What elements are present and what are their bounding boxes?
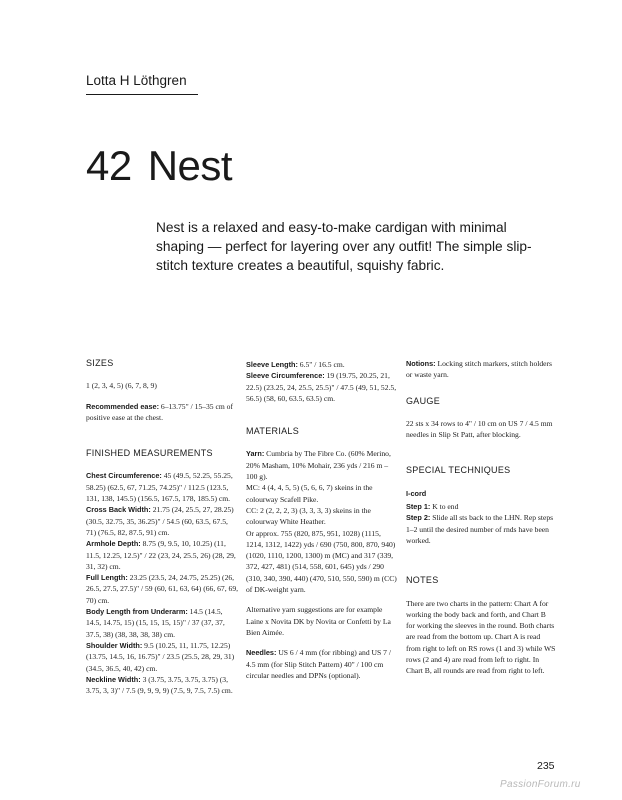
author-underline	[86, 94, 198, 95]
measurement-value: 19 (19.75, 20.25, 21, 22.5) (23.25, 24, 25.5, 25.5)" / 47.5 (49, 51, 52.5, 56.5) (58, 60, 63.5, 63.5) cm.	[246, 371, 397, 403]
yarn-value: Cumbria by The Fibre Co. (60% Merino, 20% Masham, 10% Mohair, 236 yds / 216 m – 100 g).	[246, 449, 391, 482]
needles-label: Needles:	[246, 648, 277, 658]
measurement-label: Sleeve Circumference:	[246, 371, 325, 381]
measurement-label: Shoulder Width:	[86, 640, 143, 650]
pattern-title	[86, 142, 232, 190]
intro-paragraph: Nest is a relaxed and easy-to-make cardigan with minimal shaping — perfect for layering over any outfit! The simple slip-stitch texture creates a beautiful, squishy fabric.	[156, 220, 532, 273]
icord-step-1	[406, 501, 556, 512]
special-techniques-heading: SPECIAL TECHNIQUES	[406, 465, 511, 476]
measurement-value: 6.5" / 16.5 cm.	[297, 360, 345, 369]
step-1-label: Step 1:	[406, 502, 431, 512]
recommended-ease	[86, 401, 238, 424]
measurement-value: 21.75 (24, 25.5, 27, 28.25) (30.5, 32.75, 35, 36.25)" / 54.5 (60, 63.5, 67.5, 71) (76.5, 82, 87.5, 91) cm.	[86, 505, 234, 537]
measurement-armhole	[86, 538, 238, 572]
ease-label: Recommended ease:	[86, 401, 159, 411]
step-2-value: Slide all sts back to the LHN. Rep steps 1–2 until the desired number of rnds have been worked.	[406, 513, 554, 545]
measurement-sleeve-circumference	[246, 370, 398, 404]
measurement-label: Sleeve Length:	[246, 360, 298, 369]
author-name: Lotta H Löthgren	[86, 73, 187, 88]
notes-heading: NOTES	[406, 575, 439, 586]
gauge-value: 22 sts x 34 rows to 4" / 10 cm on US 7 / 4.5 mm needles in Slip St Patt, after blocking.	[406, 418, 553, 440]
measurement-label: Cross Back Width:	[86, 505, 151, 515]
step-1-value: K to end	[430, 502, 459, 512]
materials-needles	[246, 647, 398, 681]
pattern-number: 42	[86, 142, 132, 189]
measurement-value: 3 (3.75, 3.75, 3.75, 3.75) (3, 3.75, 3, 3)" / 7.5 (9, 9, 9, 9) (7.5, 9, 7.5, 7.5) cm.	[86, 674, 233, 696]
gauge-heading: GAUGE	[406, 395, 441, 406]
measurement-cross-back	[86, 504, 238, 538]
yarn-label: Yarn:	[246, 449, 265, 459]
materials-cc: CC: 2 (2, 2, 2, 3) (3, 3, 3, 3) skeins in the colourway White Heather.	[246, 505, 371, 527]
notions-value: Locking stitch markers, stitch holders or waste yarn.	[406, 359, 553, 380]
measurement-label: Neckline Width:	[86, 674, 141, 684]
measurement-label: Chest Circumference:	[86, 471, 162, 481]
column-3	[406, 358, 556, 686]
icord-subheading: I-cord	[406, 488, 427, 498]
measurement-value: 14.5 (14.5, 14.5, 14.75, 15) (15, 15, 15, 15)" / 37 (37, 37, 37.5, 38) (38, 38, 38, 38) cm.	[86, 607, 225, 639]
materials-heading: MATERIALS	[246, 426, 300, 437]
column-1	[86, 358, 238, 696]
measurement-value: 9.5 (10.25, 11, 11.75, 12.25) (13.75, 14.5, 16, 16.75)" / 23.5 (25.5, 28, 29, 31) (34.5, 36.5, 40, 42) cm.	[86, 640, 235, 673]
ease-value: 6–13.75" / 15–35 cm of positive ease at the chest.	[86, 401, 233, 422]
notions-label: Notions:	[406, 359, 436, 368]
measurement-value: 23.25 (23.5, 24, 24.75, 25.25) (26, 26.5, 27.5, 27.5)" / 59 (60, 61, 63, 64) (66, 67, 69, 70) cm.	[86, 573, 239, 605]
sizes-value: 1 (2, 3, 4, 5) (6, 7, 8, 9)	[86, 381, 157, 391]
notions	[406, 358, 556, 381]
watermark: PassionForum.ru	[500, 779, 581, 790]
notes-value: There are two charts in the pattern: Chart A for working the body back and forth, and Chart B for working the sleeves in the round. Both charts are read from the bottom up. Chart A is read from right to left on RS rows (1 and 3) while WS rows (2 and 4) are read from left to right. In Chart B, all rounds are read from right to left.	[406, 598, 556, 676]
measurement-sleeve-length	[246, 359, 398, 370]
measurement-neckline	[86, 674, 238, 697]
needles-value: US 6 / 4 mm (for ribbing) and US 7 / 4.5 mm (for Slip Stitch Pattern) 40" / 100 cm circular needles and DPNs (optional).	[246, 648, 391, 680]
measurement-full-length	[86, 572, 238, 606]
materials-alternative: Alternative yarn suggestions are for example Laine x Novita DK by Novita or Confetti by La Bien Aimée.	[246, 605, 391, 637]
measurement-label: Armhole Depth:	[86, 539, 141, 549]
measurement-label: Full Length:	[86, 573, 128, 583]
sizes-heading: SIZES	[86, 358, 114, 368]
step-2-label: Step 2:	[406, 513, 431, 523]
finished-measurements-heading: FINISHED MEASUREMENTS	[86, 448, 213, 459]
materials-mc: MC: 4 (4, 4, 5, 5) (5, 6, 6, 7) skeins in the colourway Scafell Pike.	[246, 483, 373, 504]
measurement-value: 8.75 (9, 9.5, 10, 10.25) (11, 11.5, 12.25, 12.5)" / 22 (23, 24, 25.5, 26) (28, 29, 31, 32) cm.	[86, 539, 236, 571]
column-2	[246, 359, 398, 690]
measurement-label: Body Length from Underarm:	[86, 607, 188, 617]
materials-approx: Or approx. 755 (820, 875, 951, 1028) (1115, 1214, 1312, 1422) yds / 690 (750, 800, 870, 940) (1020, 1110, 1200, 1300) m (MC) and 317 (339, 372, 427, 481) (514, 558, 601, 645) yds / 290 (310, 340, 390, 440) (470, 510, 550, 590) m (CC) of DK-weight yarn.	[246, 528, 397, 595]
page-number: 235	[537, 760, 555, 772]
measurement-body-length	[86, 606, 238, 640]
pattern-name: Nest	[147, 142, 233, 189]
icord-step-2	[406, 512, 556, 546]
materials-yarn	[246, 448, 398, 482]
measurement-value: 45 (49.5, 52.25, 55.25, 58.25) (62.5, 67, 71.25, 74.25)" / 112.5 (123.5, 131, 138, 145.5) (156.5, 167.5, 178, 185.5) cm.	[86, 471, 233, 504]
measurement-chest	[86, 470, 238, 504]
measurement-shoulder	[86, 640, 238, 674]
